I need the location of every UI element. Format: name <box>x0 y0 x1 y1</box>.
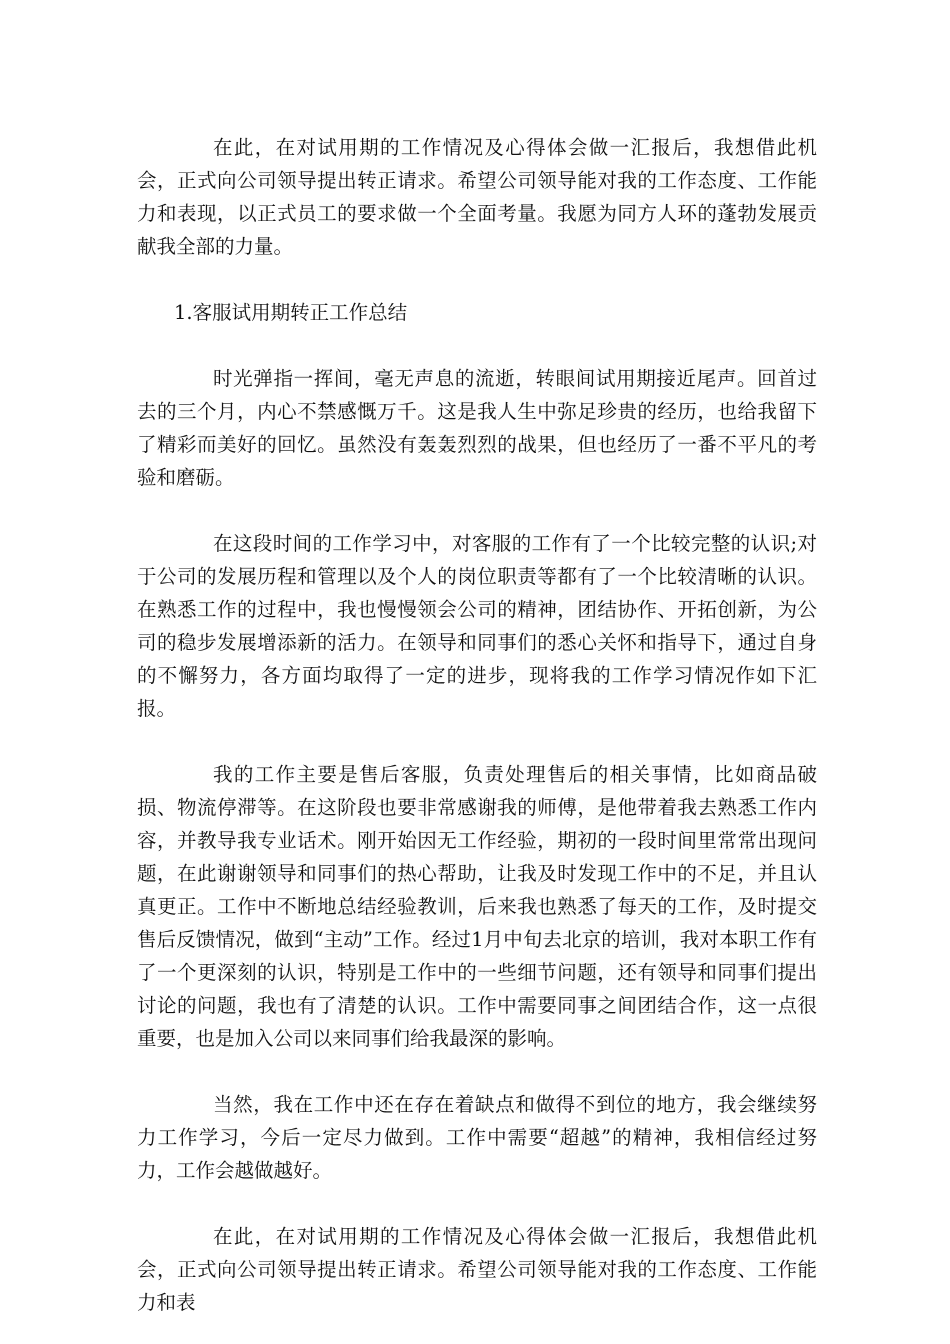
section-heading: 1.客服试用期转正工作总结 <box>174 301 408 324</box>
paragraph-closing-request-repeat: 在此，在对试用期的工作情况及心得体会做一汇报后，我想借此机会，正式向公司领导提出转正请求。希望公司领导能对我的工作态度、工作能力和表 <box>137 1225 817 1314</box>
document-body <box>137 131 817 1319</box>
paragraph-shortcomings: 当然，我在工作中还在存在着缺点和做得不到位的地方，我会继续努力工作学习，今后一定尽力做到。工作中需要“超越”的精神，我相信经过努力，工作会越做越好。 <box>137 1093 817 1182</box>
paragraph-intro: 时光弹指一挥间，毫无声息的流逝，转眼间试用期接近尾声。回首过去的三个月，内心不禁感慨万千。这是我人生中弥足珍贵的经历，也给我留下了精彩而美好的回忆。虽然没有轰轰烈烈的战果，但也经历了一番不平凡的考验和磨砺。 <box>137 367 817 489</box>
paragraph-work-duties: 我的工作主要是售后客服，负责处理售后的相关事情，比如商品破损、物流停滞等。在这阶段也要非常感谢我的师傅，是他带着我去熟悉工作内容，并教导我专业话术。刚开始因无工作经验，期初的一段时间里常常出现问题，在此谢谢领导和同事们的热心帮助，让我及时发现工作中的不足，并且认真更正。工作中不断地总结经验教训，后来我也熟悉了每天的工作，及时提交售后反馈情况，做到“主动”工作。经过1月中旬去北京的培训，我对本职工作有了一个更深刻的认识，特别是工作中的一些细节问题，还有领导和同事们提出讨论的问题，我也有了清楚的认识。工作中需要同事之间团结合作，这一点很重要，也是加入公司以来同事们给我最深的影响。 <box>137 763 817 1050</box>
paragraph-closing-request: 在此，在对试用期的工作情况及心得体会做一汇报后，我想借此机会，正式向公司领导提出转正请求。希望公司领导能对我的工作态度、工作能力和表现，以正式员工的要求做一个全面考量。我愿为同方人环的蓬勃发展贡献我全部的力量。 <box>137 136 817 258</box>
paragraph-understanding: 在这段时间的工作学习中，对客服的工作有了一个比较完整的认识;对于公司的发展历程和管理以及个人的岗位职责等都有了一个比较清晰的认识。在熟悉工作的过程中，我也慢慢领会公司的精神，团结协作、开拓创新，为公司的稳步发展增添新的活力。在领导和同事们的悉心关怀和指导下，通过自身的不懈努力，各方面均取得了一定的进步，现将我的工作学习情况作如下汇报。 <box>137 532 817 720</box>
